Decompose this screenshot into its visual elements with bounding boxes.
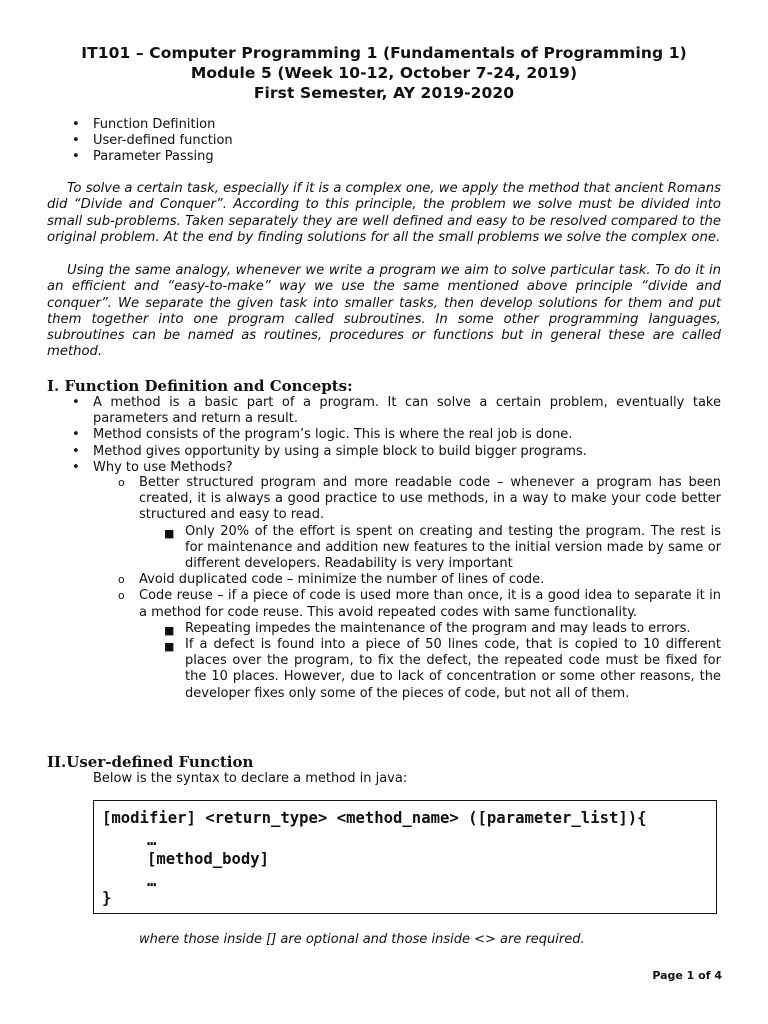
- square-bullet-icon: ■: [164, 623, 175, 637]
- code-line: [modifier] <return_type> <method_name> ([parameter_list]){: [102, 809, 647, 827]
- syntax-intro-text: Below is the syntax to declare a method in java:: [93, 771, 408, 786]
- list-item: ■ Repeating impedes the maintenance of the program and may leads to errors.: [185, 621, 721, 637]
- list-item: • User-defined function: [72, 133, 233, 149]
- list-item: o Avoid duplicated code – minimize the number of lines of code.: [118, 572, 545, 588]
- circle-bullet-icon: o: [118, 476, 125, 489]
- list-item: • Method gives opportunity by using a simple block to build bigger programs.: [72, 443, 587, 459]
- code-line: …: [147, 872, 157, 890]
- sub-list: [164, 620, 721, 702]
- intro-paragraph-2: Using the same analogy, whenever we write a program we aim to solve particular task. To do it in an efficient and “easy-to-make” way we use the same mentioned above principle “divide and conquer”. We separate the given task into smaller tasks, then develop solutions for them and put them together into one program called subroutines. In some other programming languages, subroutines can be named as routines, procedures or functions but in general these are called method.: [47, 263, 721, 360]
- bullet-icon: •: [72, 133, 80, 149]
- code-line: …: [147, 831, 157, 849]
- list-item: • A method is a basic part of a program. It can solve a certain problem, eventually take parameters and return a result.: [72, 395, 721, 427]
- list-item: • Why to use Methods?: [72, 459, 233, 475]
- header-semester: First Semester, AY 2019-2020: [253, 84, 515, 102]
- bullet-icon: •: [72, 459, 80, 475]
- list-item: o Code reuse – if a piece of code is used more than once, it is a good idea to separate it in a method for code reuse. This avoid repeated codes with same functionality. ■ Repeating impedes the maintenance of the program and may leads to errors. ■ If a defect is found into a piece of 50 lines code, that is copied to 10 different places over the program, to fix the defect, the repeated code must be fixed for the 10 places. However, due to lack of concentration or some other reasons, the developer fixes only some of the pieces of code, but not all of them.: [118, 588, 721, 701]
- topics-list: [72, 117, 713, 166]
- bullet-icon: •: [72, 443, 80, 459]
- page-number: Page 1 of 4: [652, 969, 722, 982]
- bullet-icon: •: [72, 427, 80, 443]
- list-item: • Parameter Passing: [72, 149, 214, 165]
- list-item: ■ Only 20% of the effort is spent on creating and testing the program. The rest is for maintenance and addition new features to the initial version made by same or different developers. Readability is very important: [164, 523, 721, 572]
- syntax-note: where those inside [] are optional and those inside <> are required.: [139, 932, 585, 947]
- section-2-heading: II.User-defined Function: [47, 753, 254, 771]
- sub-list: [164, 523, 721, 573]
- square-bullet-icon: ■: [164, 526, 175, 540]
- header-course-title: IT101 – Computer Programming 1 (Fundamentals of Programming 1): [81, 44, 687, 62]
- why-methods-list: [118, 475, 721, 702]
- section-1-heading: I. Function Definition and Concepts:: [47, 377, 353, 395]
- circle-bullet-icon: o: [118, 589, 125, 603]
- bullet-icon: •: [72, 149, 80, 165]
- intro-paragraph-1: To solve a certain task, especially if it is a complex one, we apply the method that ancient Romans did “Divide and Conquer”. According to this principle, the problem we solve must be divided into small sub-problems. Taken separately they are well defined and easy to be resolved compared to the original problem. At the end by finding solutions for all the small problems we solve the complex one.: [47, 181, 721, 245]
- list-item: o Better structured program and more readable code – whenever a program has been created, it is always a good practice to use methods, in a way to make your code better structured and easy to read. ■ Only 20% of the effort is spent on creating and testing the program. The rest is for maintenance and addition new features to the initial version made by same or different developers. Readability is very important: [118, 475, 721, 572]
- circle-bullet-icon: o: [118, 573, 125, 587]
- definitions-list: [72, 395, 721, 476]
- list-item: • Method consists of the program’s logic. This is where the real job is done.: [72, 427, 573, 443]
- code-line: [method_body]: [147, 850, 270, 868]
- list-item: ■ If a defect is found into a piece of 50 lines code, that is copied to 10 different places over the program, to fix the defect, the repeated code must be fixed for the 10 places. However, due to lack of concentration or some other reasons, the developer fixes only some of the pieces of code, but not all of them.: [164, 637, 721, 701]
- bullet-icon: •: [72, 117, 80, 132]
- code-line: }: [102, 889, 112, 907]
- square-bullet-icon: ■: [164, 640, 175, 654]
- bullet-icon: •: [72, 395, 80, 410]
- list-item: • Function Definition: [72, 117, 216, 132]
- code-syntax-box: [93, 800, 717, 914]
- header-module: Module 5 (Week 10-12, October 7-24, 2019): [190, 64, 578, 82]
